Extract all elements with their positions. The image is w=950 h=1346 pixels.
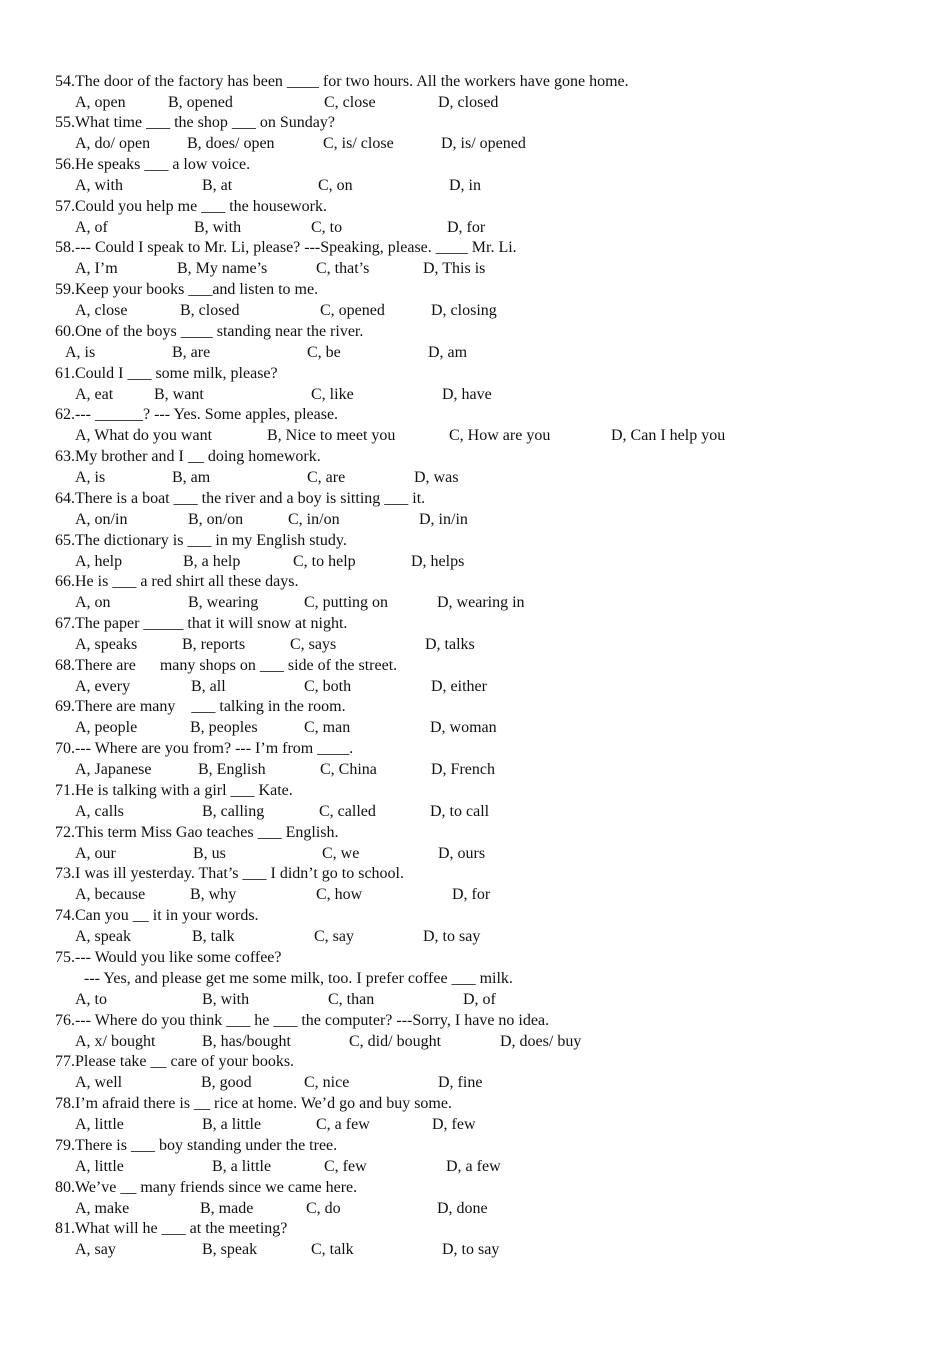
question-number: 71: [55, 782, 71, 799]
question-stem-72: [55, 823, 339, 843]
option-b: B, opened: [168, 94, 233, 111]
option-c: C, a few: [316, 1116, 370, 1133]
option-a: A, is: [65, 344, 96, 361]
option-c: C, both: [304, 678, 352, 695]
option-c: C, be: [307, 344, 341, 361]
options-row-71: [0, 802, 950, 822]
option-c: C, do: [306, 1200, 341, 1217]
question-stem-58: [55, 238, 517, 258]
option-a: A, I’m: [75, 260, 118, 277]
options-row-75: [0, 990, 950, 1010]
question-text: .He is talking with a girl ___ Kate.: [71, 782, 293, 799]
question-text: .I’m afraid there is __ rice at home. We’d go and buy some.: [71, 1095, 452, 1112]
question-stem-67: [55, 614, 347, 634]
question-number: 68: [55, 657, 71, 674]
option-b: B, a little: [212, 1158, 272, 1175]
option-a: A, on/in: [75, 511, 128, 528]
option-d: D, few: [432, 1116, 476, 1133]
question-text: .Please take __ care of your books.: [71, 1053, 295, 1070]
option-b: B, am: [172, 469, 211, 486]
question-text: .There is a boat ___ the river and a boy is sitting ___ it.: [71, 490, 426, 507]
option-c: C, are: [307, 469, 346, 486]
question-text: .--- Where do you think ___ he ___ the computer? ---Sorry, I have no idea.: [71, 1012, 550, 1029]
question-stem-76: [55, 1011, 549, 1031]
option-d: D, for: [452, 886, 491, 903]
option-b: B, why: [190, 886, 237, 903]
option-c: C, to: [311, 219, 343, 236]
question-number: 62: [55, 406, 71, 423]
question-text: .Can you __ it in your words.: [71, 907, 259, 924]
options-row-59: [0, 301, 950, 321]
question-stem-68: [55, 656, 397, 676]
question-text: .The dictionary is ___ in my English study.: [71, 532, 347, 549]
question-number: 80: [55, 1179, 71, 1196]
question-text: .There are many ___ talking in the room.: [71, 698, 346, 715]
question-stem-81: [55, 1219, 287, 1239]
options-row-77: [0, 1073, 950, 1093]
question-stem-62: [55, 405, 338, 425]
question-stem-71: [55, 781, 293, 801]
question-text: .What time ___ the shop ___ on Sunday?: [71, 114, 335, 131]
option-d: D, does/ buy: [500, 1033, 582, 1050]
question-text: .--- Where are you from? --- I’m from ____.: [71, 740, 354, 757]
option-a: A, close: [75, 302, 128, 319]
option-d: D, to say: [442, 1241, 500, 1258]
options-row-73: [0, 885, 950, 905]
option-b: B, wearing: [188, 594, 259, 611]
option-a: A, say: [75, 1241, 116, 1258]
option-a: A, What do you want: [75, 427, 213, 444]
question-number: 63: [55, 448, 71, 465]
option-c: C, to help: [293, 553, 356, 570]
question-text-continued: --- Yes, and please get me some milk, too. I prefer coffee ___ milk.: [84, 970, 513, 987]
option-d: D, to say: [423, 928, 481, 945]
option-d: D, talks: [425, 636, 475, 653]
option-a: A, calls: [75, 803, 124, 820]
option-b: B, are: [172, 344, 211, 361]
option-c: C, opened: [320, 302, 385, 319]
option-c: C, nice: [304, 1074, 350, 1091]
option-c: C, did/ bought: [349, 1033, 442, 1050]
options-row-72: [0, 844, 950, 864]
option-a: A, open: [75, 94, 126, 111]
question-number: 79: [55, 1137, 71, 1154]
question-stem-80: [55, 1178, 357, 1198]
option-d: D, to call: [430, 803, 490, 820]
options-row-81: [0, 1240, 950, 1260]
option-c: C, is/ close: [323, 135, 394, 152]
option-b: B, does/ open: [187, 135, 275, 152]
question-stem-74: [55, 906, 259, 926]
options-row-57: [0, 218, 950, 238]
option-d: D, a few: [446, 1158, 501, 1175]
question-text: .Could I ___ some milk, please?: [71, 365, 278, 382]
question-number: 74: [55, 907, 71, 924]
option-a: A, speak: [75, 928, 131, 945]
option-a: A, make: [75, 1200, 130, 1217]
question-stem-77: [55, 1052, 294, 1072]
option-d: D, done: [437, 1200, 488, 1217]
option-d: D, in/in: [419, 511, 468, 528]
option-c: C, on: [318, 177, 353, 194]
question-text: .We’ve __ many friends since we came here.: [71, 1179, 358, 1196]
option-b: B, reports: [182, 636, 246, 653]
option-a: A, eat: [75, 386, 114, 403]
question-text: .This term Miss Gao teaches ___ English.: [71, 824, 339, 841]
question-number: 70: [55, 740, 71, 757]
options-row-58: [0, 259, 950, 279]
option-d: D, woman: [430, 719, 497, 736]
option-a: A, every: [75, 678, 131, 695]
question-text: .--- Could I speak to Mr. Li, please? ---Speaking, please. ____ Mr. Li.: [71, 239, 517, 256]
option-c: C, putting on: [304, 594, 389, 611]
question-text: .Keep your books ___and listen to me.: [71, 281, 319, 298]
option-d: D, am: [428, 344, 468, 361]
question-number: 69: [55, 698, 71, 715]
question-number: 66: [55, 573, 71, 590]
question-text: .He is ___ a red shirt all these days.: [71, 573, 299, 590]
option-c: C, How are you: [449, 427, 551, 444]
option-d: D, fine: [438, 1074, 483, 1091]
question-number: 81: [55, 1220, 71, 1237]
question-number: 57: [55, 198, 71, 215]
question-number: 59: [55, 281, 71, 298]
option-d: D, This is: [423, 260, 486, 277]
question-stem-65: [55, 531, 347, 551]
options-row-74: [0, 927, 950, 947]
option-d: D, is/ opened: [441, 135, 526, 152]
option-a: A, little: [75, 1116, 124, 1133]
question-stem-56: [55, 155, 250, 175]
question-text: .There are many shops on ___ side of the street.: [71, 657, 398, 674]
question-number: 54: [55, 73, 71, 90]
option-c: C, talk: [311, 1241, 354, 1258]
question-stem-70: [55, 739, 353, 759]
question-number: 65: [55, 532, 71, 549]
question-stem-64: [55, 489, 425, 509]
question-number: 67: [55, 615, 71, 632]
question-text: .Could you help me ___ the housework.: [71, 198, 327, 215]
option-b: B, made: [200, 1200, 254, 1217]
option-d: D, French: [431, 761, 495, 778]
option-c: C, we: [322, 845, 360, 862]
option-b: B, peoples: [190, 719, 258, 736]
question-stem-54: [55, 72, 629, 92]
option-c: C, that’s: [316, 260, 370, 277]
options-row-70: [0, 760, 950, 780]
question-number: 64: [55, 490, 71, 507]
option-b: B, has/bought: [202, 1033, 291, 1050]
option-b: B, talk: [192, 928, 235, 945]
question-stem-73: [55, 864, 404, 884]
options-row-78: [0, 1115, 950, 1135]
option-c: C, close: [324, 94, 376, 111]
question-number: 77: [55, 1053, 71, 1070]
option-d: D, closing: [431, 302, 497, 319]
question-text: .He speaks ___ a low voice.: [71, 156, 251, 173]
option-b: B, Nice to meet you: [267, 427, 396, 444]
options-row-80: [0, 1199, 950, 1219]
option-b: B, a little: [202, 1116, 262, 1133]
options-row-79: [0, 1157, 950, 1177]
question-stem-57: [55, 197, 327, 217]
question-stem-66: [55, 572, 299, 592]
option-a: A, well: [75, 1074, 123, 1091]
option-a: A, to: [75, 991, 107, 1008]
question-stem-59: [55, 280, 318, 300]
option-d: D, have: [442, 386, 492, 403]
option-a: A, is: [75, 469, 106, 486]
question-stem-75: [55, 948, 282, 968]
option-c: C, say: [314, 928, 354, 945]
question-number: 55: [55, 114, 71, 131]
option-b: B, English: [198, 761, 266, 778]
option-d: D, wearing in: [437, 594, 525, 611]
question-text: .My brother and I __ doing homework.: [71, 448, 321, 465]
option-a: A, because: [75, 886, 146, 903]
option-c: C, how: [316, 886, 363, 903]
option-d: D, of: [463, 991, 496, 1008]
options-row-76: [0, 1032, 950, 1052]
question-number: 76: [55, 1012, 71, 1029]
question-stem-79: [55, 1136, 337, 1156]
question-text: .--- ______? --- Yes. Some apples, please.: [71, 406, 339, 423]
option-c: C, called: [319, 803, 376, 820]
options-row-62: [0, 426, 950, 446]
option-b: B, want: [154, 386, 204, 403]
option-b: B, with: [202, 991, 250, 1008]
option-d: D, helps: [411, 553, 465, 570]
option-d: D, ours: [438, 845, 486, 862]
options-row-56: [0, 176, 950, 196]
option-a: A, of: [75, 219, 108, 236]
options-row-65: [0, 552, 950, 572]
option-d: D, either: [431, 678, 487, 695]
option-b: B, calling: [202, 803, 265, 820]
options-row-61: [0, 385, 950, 405]
question-text: .I was ill yesterday. That’s ___ I didn’t go to school.: [71, 865, 404, 882]
question-number: 72: [55, 824, 71, 841]
question-text: .The paper _____ that it will snow at night.: [71, 615, 348, 632]
option-a: A, help: [75, 553, 123, 570]
options-row-60: [0, 343, 950, 363]
question-number: 56: [55, 156, 71, 173]
option-d: D, in: [449, 177, 481, 194]
question-number: 58: [55, 239, 71, 256]
option-b: B, at: [202, 177, 233, 194]
option-c: C, like: [311, 386, 354, 403]
question-text: .--- Would you like some coffee?: [71, 949, 282, 966]
option-b: B, all: [191, 678, 226, 695]
option-c: C, than: [328, 991, 375, 1008]
question-text: .The door of the factory has been ____ for two hours. All the workers have gone home.: [71, 73, 629, 90]
options-row-69: [0, 718, 950, 738]
option-b: B, good: [201, 1074, 252, 1091]
question-number: 75: [55, 949, 71, 966]
option-b: B, on/on: [188, 511, 244, 528]
option-d: D, for: [447, 219, 486, 236]
options-row-67: [0, 635, 950, 655]
question-number: 78: [55, 1095, 71, 1112]
option-c: C, man: [304, 719, 351, 736]
option-b: B, with: [194, 219, 242, 236]
option-a: A, on: [75, 594, 111, 611]
options-row-68: [0, 677, 950, 697]
options-row-55: [0, 134, 950, 154]
question-stem-63: [55, 447, 321, 467]
option-c: C, China: [320, 761, 377, 778]
question-stem-55: [55, 113, 335, 133]
option-c: C, says: [290, 636, 337, 653]
options-row-66: [0, 593, 950, 613]
option-c: C, in/on: [288, 511, 340, 528]
option-d: D, Can I help you: [611, 427, 726, 444]
options-row-54: [0, 93, 950, 113]
question-number: 60: [55, 323, 71, 340]
option-a: A, our: [75, 845, 116, 862]
option-b: B, us: [193, 845, 226, 862]
option-a: A, Japanese: [75, 761, 152, 778]
option-b: B, speak: [202, 1241, 258, 1258]
option-d: D, was: [414, 469, 459, 486]
question-stem-61: [55, 364, 278, 384]
options-row-64: [0, 510, 950, 530]
option-d: D, closed: [438, 94, 499, 111]
option-b: B, closed: [180, 302, 240, 319]
option-a: A, x/ bought: [75, 1033, 156, 1050]
option-a: A, do/ open: [75, 135, 151, 152]
question-stem-69: [55, 697, 346, 717]
question-text: .What will he ___ at the meeting?: [71, 1220, 288, 1237]
question-number: 61: [55, 365, 71, 382]
option-c: C, few: [324, 1158, 367, 1175]
question-text: .One of the boys ____ standing near the river.: [71, 323, 364, 340]
question-number: 73: [55, 865, 71, 882]
option-b: B, a help: [183, 553, 241, 570]
option-b: B, My name’s: [177, 260, 268, 277]
question-text: .There is ___ boy standing under the tree.: [71, 1137, 338, 1154]
question-stem-78: [55, 1094, 452, 1114]
question-stem-60: [55, 322, 363, 342]
option-a: A, little: [75, 1158, 124, 1175]
options-row-63: [0, 468, 950, 488]
option-a: A, speaks: [75, 636, 138, 653]
option-a: A, people: [75, 719, 138, 736]
option-a: A, with: [75, 177, 123, 194]
